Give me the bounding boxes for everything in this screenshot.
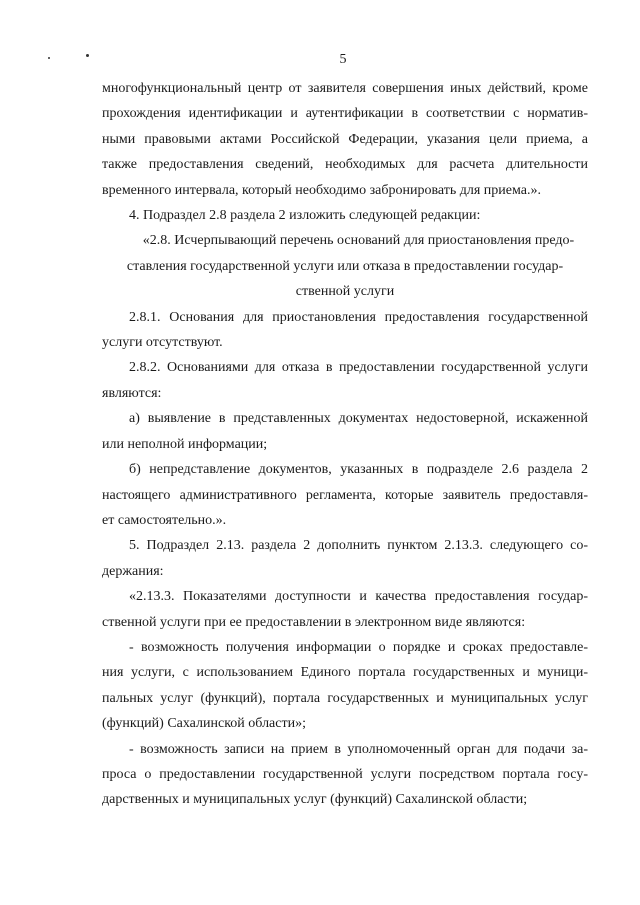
text-line: ственной услуги при ее предоставлении в электронном виде являются:: [102, 614, 526, 630]
paragraph: [102, 406, 588, 457]
text-line: - возможность получения информации о порядке и сроках предоставле-: [129, 639, 588, 655]
text-line: или неполной информации;: [102, 436, 268, 452]
text-line: б) непредставление документов, указанных в подразделе 2.6 раздела 2: [129, 462, 588, 478]
text-line: 2.8.2. Основаниями для отказа в предоставлении государственной услуги: [129, 360, 588, 376]
text-line: ными правовыми актами Российской Федерации, указания цели приема, а: [102, 131, 588, 147]
text-line: 4. Подраздел 2.8 раздела 2 изложить следующей редакции:: [129, 208, 481, 224]
text-line: услуги отсутствуют.: [102, 335, 223, 351]
text-line: многофункциональный центр от заявителя совершения иных действий, кроме: [102, 81, 588, 96]
text-line: 5. Подраздел 2.13. раздела 2 дополнить пунктом 2.13.3. следующего со-: [129, 538, 588, 554]
text-line: прохождения идентификации и аутентификации в соответствии с норматив-: [102, 106, 588, 122]
text-line: держания:: [102, 563, 164, 579]
paragraph: [102, 584, 588, 635]
paragraph: [102, 533, 588, 584]
paragraph: [102, 203, 588, 228]
paragraph: [102, 76, 588, 203]
document-body: [102, 76, 588, 813]
text-line: «2.8. Исчерпывающий перечень оснований для приостановления предо-: [142, 233, 575, 249]
text-line: являются:: [102, 385, 162, 401]
text-line: 2.8.1. Основания для приостановления предоставления государственной: [129, 309, 588, 325]
text-line: ственной услуги: [295, 284, 395, 300]
section-heading: [102, 228, 588, 304]
text-line: пальных услуг (функций), портала государственных и муниципальных услуг: [102, 690, 588, 706]
text-line: (функций) Сахалинской области»;: [102, 716, 306, 732]
text-line: дарственных и муниципальных услуг (функций) Сахалинской области;: [102, 792, 528, 808]
page-number: 5: [339, 52, 347, 67]
text-line: ет самостоятельно.».: [102, 512, 227, 528]
text-line: настоящего административного регламента, которые заявитель предоставля-: [102, 487, 588, 503]
paragraph: [102, 737, 588, 813]
paragraph: [102, 635, 588, 737]
text-line: ставления государственной услуги или отказа в предоставлении государ-: [126, 258, 564, 274]
text-line: «2.13.3. Показателями доступности и качества предоставления государ-: [129, 589, 588, 605]
text-line: также предоставления сведений, необходимых для расчета длительности: [102, 157, 588, 173]
text-line: временного интервала, который необходимо забронировать для приема.».: [102, 182, 541, 198]
paragraph: [102, 305, 588, 356]
paragraph: [102, 457, 588, 533]
paragraph: [102, 355, 588, 406]
text-line: - возможность записи на прием в уполномоченный орган для подачи за-: [129, 741, 588, 757]
text-line: проса о предоставлении государственной услуги посредством портала госу-: [102, 766, 588, 782]
text-line: а) выявление в представленных документах недостоверной, искаженной: [129, 411, 588, 427]
text-line: ния услуги, с использованием Единого портала государственных и муници-: [102, 665, 588, 681]
